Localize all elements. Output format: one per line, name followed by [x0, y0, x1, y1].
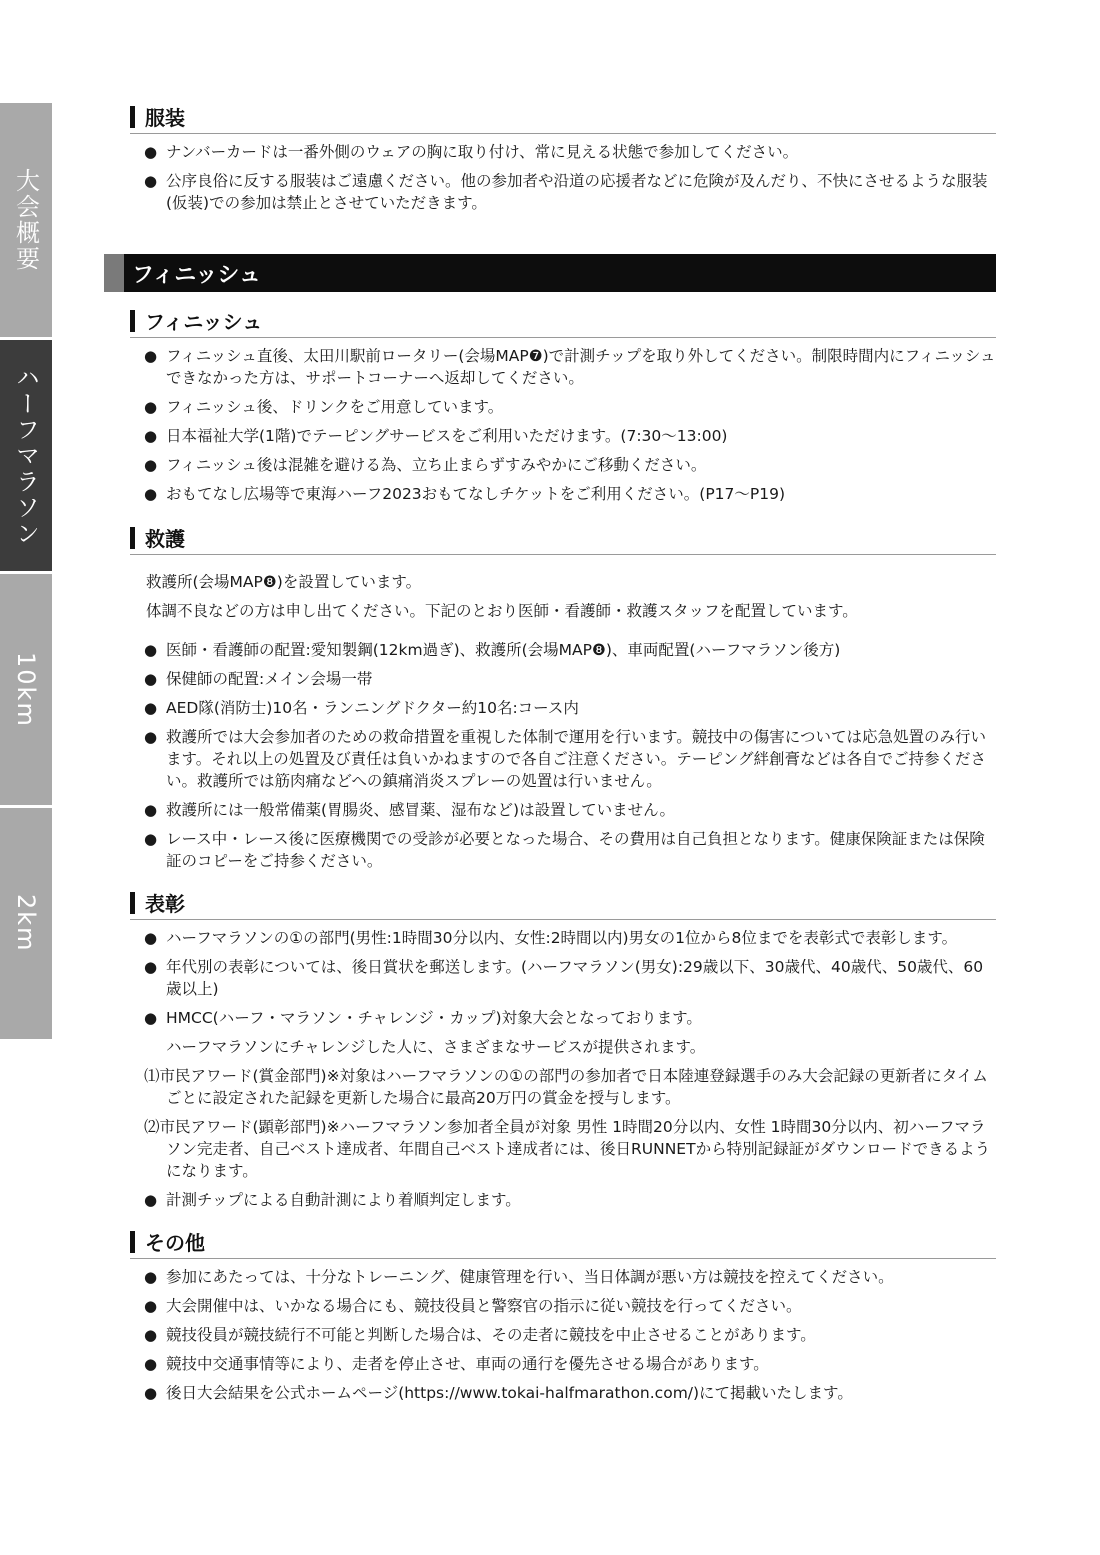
- list-item: [144, 828, 996, 872]
- heading-bar: [130, 106, 135, 128]
- heading-bar: [130, 527, 135, 549]
- section-heading-kyugo: [130, 521, 996, 555]
- item-text: 大会開催中は、いかなる場合にも、競技役員と警察官の指示に従い競技を行ってください。: [166, 1297, 802, 1315]
- section-title: その他: [145, 1231, 205, 1255]
- list-item: [144, 454, 996, 476]
- item-text: 日本福祉大学(1階)でテーピングサービスをご利用いただけます。(7:30〜13:00): [166, 427, 728, 445]
- item-text: ハーフマラソンの①の部門(男性:1時間30分以内、女性:2時間以内)男女の1位から8位までを表彰式で表彰します。: [166, 929, 958, 947]
- heading-bar: [130, 310, 135, 332]
- main-content: [104, 100, 996, 1404]
- bullet-icon: ●: [144, 427, 158, 445]
- item-text: フィニッシュ後、ドリンクをご用意しています。: [166, 398, 504, 416]
- hyosho-list: [104, 927, 996, 1029]
- item-text: 計測チップによる自動計測により着順判定します。: [166, 1191, 521, 1209]
- side-tab-label: 10km: [12, 651, 40, 728]
- section-heading-hyosho: [130, 886, 996, 920]
- list-item: [144, 396, 996, 418]
- section-title: 救護: [145, 527, 185, 551]
- item-text: フィニッシュ後は混雑を避ける為、立ち止まらずすみやかにご移動ください。: [166, 456, 707, 474]
- item-text: 競技中交通事情等により、走者を停止させ、車両の通行を優先させる場合があります。: [166, 1355, 769, 1373]
- bullet-icon: ●: [144, 728, 158, 746]
- bullet-icon: ●: [144, 172, 158, 190]
- bullet-icon: ●: [144, 801, 158, 819]
- fukuso-list: [104, 141, 996, 214]
- bullet-icon: ●: [144, 1009, 158, 1027]
- sonota-list: [104, 1266, 996, 1404]
- item-text: 年代別の表彰については、後日賞状を郵送します。(ハーフマラソン(男女):29歳以下、30歳代、40歳代、50歳代、60歳以上): [166, 958, 984, 998]
- section-heading-finish: [130, 304, 996, 338]
- heading-bar: [130, 1231, 135, 1253]
- item-text: フィニッシュ直後、太田川駅前ロータリー(会場MAP❼)で計測チップを取り外してください。制限時間内にフィニッシュできなかった方は、サポートコーナーへ返却してください。: [166, 347, 996, 387]
- heading-bar: [130, 892, 135, 914]
- chapter-band: [104, 254, 996, 292]
- list-item: [144, 799, 996, 821]
- hmcc-note: ハーフマラソンにチャレンジした人に、さまざまなサービスが提供されます。: [166, 1038, 706, 1056]
- list-item: [144, 141, 996, 163]
- kyugo-list: [104, 639, 996, 872]
- award-item-1: ⑴市民アワード(賞金部門)※対象はハーフマラソンの①の部門の参加者で日本陸連登録選手のみ大会記録の更新者にタイムごとに設定された記録を更新した場合に最高20万円の賞金を授与します。: [144, 1067, 988, 1107]
- kyugo-intro-2: 体調不良などの方は申し出てください。下記のとおり医師・看護師・救護スタッフを配置しています。: [146, 602, 858, 620]
- list-item: [144, 697, 996, 719]
- side-tab-label: 大会概要: [11, 168, 40, 272]
- list-item: [144, 1266, 996, 1288]
- list-item: [144, 1324, 996, 1346]
- list-item: [144, 1382, 996, 1404]
- bullet-icon: ●: [144, 485, 158, 503]
- item-text: 医師・看護師の配置:愛知製鋼(12km過ぎ)、救護所(会場MAP❽)、車両配置(ハーフマラソン後方): [166, 641, 841, 659]
- bullet-icon: ●: [144, 670, 158, 688]
- bullet-icon: ●: [144, 347, 158, 365]
- list-item: [144, 345, 996, 389]
- list-item: [144, 1189, 996, 1211]
- item-text: 救護所では大会参加者のための救命措置を重視した体制で運用を行います。競技中の傷害については応急処置のみ行います。それ以上の処置及び責任は負いかねますので各自ご注意ください。テーピング絆創膏などは各自でご持参ください。救護所では筋肉痛などへの鎮痛消炎スプレーの処置は行いません。: [166, 728, 986, 790]
- bullet-icon: ●: [144, 1191, 158, 1209]
- item-text: おもてなし広場等で東海ハーフ2023おもてなしチケットをご利用ください。(P17〜P19): [166, 485, 786, 503]
- item-text: HMCC(ハーフ・マラソン・チャレンジ・カップ)対象大会となっております。: [166, 1009, 702, 1027]
- kyugo-intro-1: 救護所(会場MAP❽)を設置しています。: [146, 573, 422, 591]
- list-item: [144, 927, 996, 949]
- item-text: 後日大会結果を公式ホームページ(https://www.tokai-halfmarathon.com/)にて掲載いたします。: [166, 1384, 853, 1402]
- list-item: [144, 1353, 996, 1375]
- bullet-icon: ●: [144, 143, 158, 161]
- section-title: 服装: [145, 106, 185, 130]
- list-item: [144, 956, 996, 1000]
- list-item: [144, 425, 996, 447]
- band-accent: [104, 254, 124, 292]
- hyosho-last-list: [104, 1189, 996, 1211]
- finish-list: [104, 345, 996, 505]
- section-heading-sonota: [130, 1225, 996, 1259]
- list-item: [144, 668, 996, 690]
- item-text: 公序良俗に反する服装はご遠慮ください。他の参加者や沿道の応援者などに危険が及んだり、不快にさせるような服装(仮装)での参加は禁止とさせていただきます。: [166, 172, 988, 212]
- bullet-icon: ●: [144, 1326, 158, 1344]
- bullet-icon: ●: [144, 699, 158, 717]
- item-text: ナンバーカードは一番外側のウェアの胸に取り付け、常に見える状態で参加してください。: [166, 143, 799, 161]
- bullet-icon: ●: [144, 456, 158, 474]
- bullet-icon: ●: [144, 1297, 158, 1315]
- section-title: フィニッシュ: [145, 310, 263, 334]
- section-heading-fukuso: [130, 100, 996, 134]
- side-tabs: [0, 103, 52, 1042]
- list-item: [144, 483, 996, 505]
- item-text: AED隊(消防士)10名・ランニングドクター約10名:コース内: [166, 699, 579, 717]
- side-tab-2km[interactable]: [0, 808, 52, 1042]
- side-tab-label: 2km: [12, 894, 40, 953]
- bullet-icon: ●: [144, 641, 158, 659]
- item-text: レース中・レース後に医療機関での受診が必要となった場合、その費用は自己負担となります。健康保険証または保険証のコピーをご持参ください。: [166, 830, 985, 870]
- award-item-2: ⑵市民アワード(顕彰部門)※ハーフマラソン参加者全員が対象 男性 1時間20分以内、女性 1時間30分以内、初ハーフマラソン完走者、自己ベスト達成者、年間自己ベスト達成者には、後日RUNNETから特別記録証がダウンロードできるようになります。: [144, 1118, 991, 1180]
- list-item: [144, 170, 996, 214]
- side-tab-10km[interactable]: [0, 574, 52, 808]
- side-tab-label: ハーフマラソン: [11, 364, 40, 547]
- side-tab-overview[interactable]: [0, 103, 52, 340]
- item-text: 競技役員が競技続行不可能と判断した場合は、その走者に競技を中止させることがあります。: [166, 1326, 816, 1344]
- section-title: 表彰: [145, 892, 185, 916]
- bullet-icon: ●: [144, 398, 158, 416]
- bullet-icon: ●: [144, 1355, 158, 1373]
- list-item: [144, 726, 996, 792]
- chapter-title: フィニッシュ: [132, 262, 261, 288]
- list-item: [144, 1007, 996, 1029]
- list-item: [144, 1295, 996, 1317]
- item-text: 参加にあたっては、十分なトレーニング、健康管理を行い、当日体調が悪い方は競技を控えてください。: [166, 1268, 894, 1286]
- list-item: [144, 639, 996, 661]
- bullet-icon: ●: [144, 830, 158, 848]
- bullet-icon: ●: [144, 1268, 158, 1286]
- item-text: 保健師の配置:メイン会場一帯: [166, 670, 373, 688]
- bullet-icon: ●: [144, 1384, 158, 1402]
- item-text: 救護所には一般常備薬(胃腸炎、感冒薬、湿布など)は設置していません。: [166, 801, 676, 819]
- bullet-icon: ●: [144, 958, 158, 976]
- side-tab-half-marathon[interactable]: [0, 340, 52, 574]
- bullet-icon: ●: [144, 929, 158, 947]
